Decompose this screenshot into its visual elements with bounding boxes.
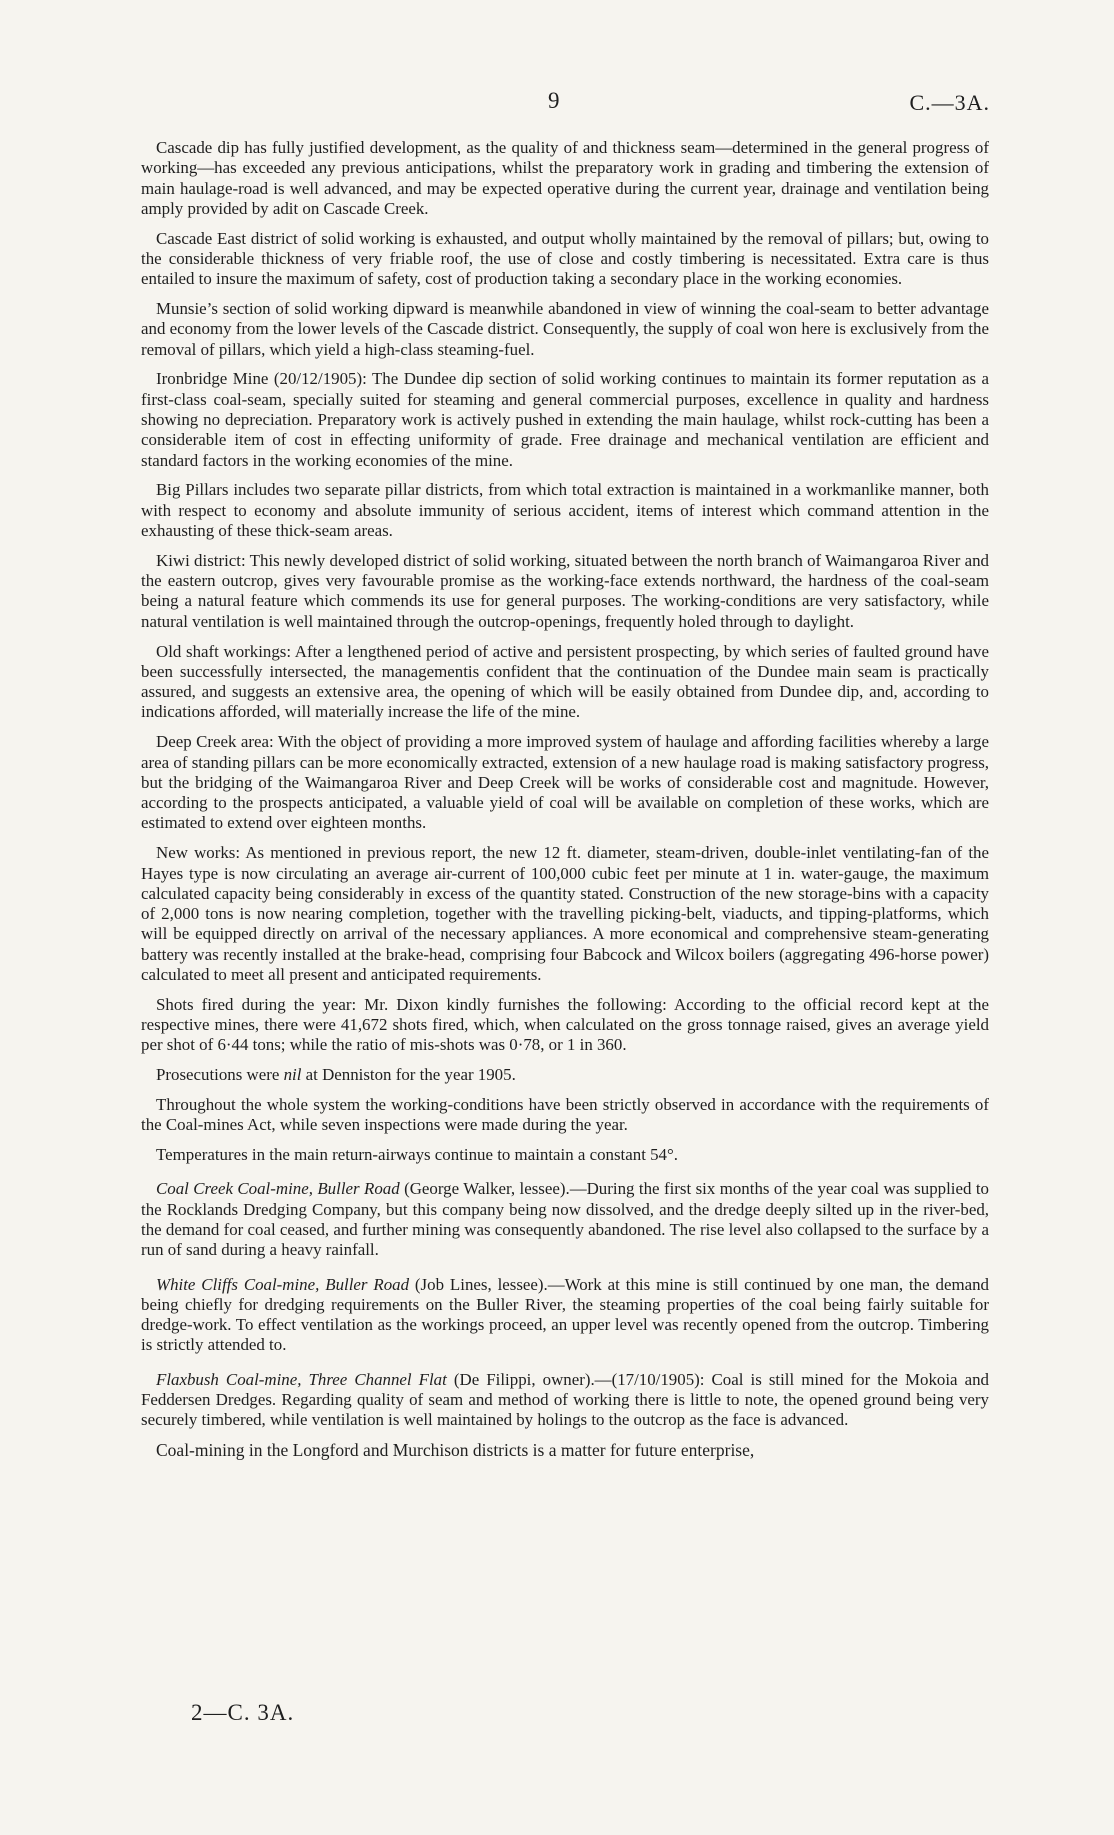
white-cliffs-heading: White Cliffs Coal-mine, Buller Road <box>156 1274 410 1294</box>
paragraph-new-works: New works: As mentioned in previous report, the new 12 ft. diameter, steam-driven, double-inlet ventilating-fan of the Hayes type is now circulating an average air-current of 100,000 cubic feet per minute at 1 in. water-gauge, the maximum calculated capacity being considerably in excess of the quantity stated. Construction of the new storage-bins with a capacity of 2,000 tons is now nearing completion, together with the travelling picking-belt, viaducts, and tipping-platforms, which will be equipped directly on arrival of the necessary appliances. A more economical and comprehensive steam-generating battery was recently installed at the brake-head, comprising four Babcock and Wilcox boilers (aggregating 496-horse power) calculated to meet all present and anticipated requirements. <box>141 843 989 984</box>
paragraph-deep-creek: Deep Creek area: With the object of providing a more improved system of haulage and affording facilities whereby a large area of standing pillars can be more economically extracted, extension of a new haulage road is making satisfactory progress, but the bridging of the Waimangaroa River and Deep Creek will be works of considerable cost and magnitude. However, according to the prospects anticipated, a valuable yield of coal will be available on completion of these works, which are estimated to extend over eighteen months. <box>141 732 989 833</box>
flaxbush-heading: Flaxbush Coal-mine, Three Channel Flat <box>156 1369 447 1389</box>
flaxbush-text: (De Filippi, owner).—(17/10/1905): Coal is still mined for the Mokoia and Feddersen Dredges. Regarding quality of seam and method of working there is little to note, the opened ground being very securely timbered, while ventilation is well maintained by holings to the outcrop as the face is advanced. <box>141 1369 989 1430</box>
paragraph-temperatures: Temperatures in the main return-airways continue to maintain a constant 54°. <box>156 1145 678 1165</box>
coal-creek-text: (George Walker, lessee).—During the first six months of the year coal was supplied to the Rocklands Dredging Company, but this company being now dissolved, and the dredge deeply silted up in the river-bed, the demand for coal ceased, and further mining was consequently abandoned. The rise level also collapsed to the surface by a run of sand during a heavy rainfall. <box>141 1179 989 1260</box>
page-signature: 2—C. 3A. <box>191 1700 295 1725</box>
prosecutions-pre: Prosecutions were <box>156 1065 284 1085</box>
paragraph-ironbridge-mine: Ironbridge Mine (20/12/1905): The Dundee dip section of solid working continues to maintain its former reputation as a first-class coal-seam, specially suited for steaming and general commercial purposes, excellence in quality and hardness showing no depreciation. Preparatory work is actively pushed in extending the main haulage, whilst rock-cutting has been a considerable item of cost in effecting uniformity of grade. Free drainage and mechanical ventilation are efficient and standard factors in the working economies of the mine. <box>141 369 989 470</box>
paragraph-cascade-east: Cascade East district of solid working is exhausted, and output wholly maintained by the removal of pillars; but, owing to the considerable thickness of very friable roof, the use of close and costly timbering is necessitated. Extra care is thus entailed to insure the maximum of safety, cost of production taking a secondary place in the working economies. <box>141 228 989 289</box>
page-header <box>0 88 1114 118</box>
closing-line: Coal-mining in the Longford and Murchison districts is a matter for future enterprise, <box>156 1440 755 1461</box>
paragraph-cascade-dip: Cascade dip has fully justified development, as the quality of and thickness seam—determined in the general progress of working—has exceeded any previous anticipations, whilst the preparatory work in grading and timbering the extension of main haulage-road is well advanced, and may be expected operative during the current year, drainage and ventilation being amply provided by adit on Cascade Creek. <box>141 138 989 218</box>
paragraph-white-cliffs <box>141 1275 989 1356</box>
page-number: 9 <box>548 88 560 113</box>
paragraph-flaxbush <box>141 1370 989 1431</box>
document-reference: C.—3A. <box>909 90 990 115</box>
report-body <box>141 138 989 1470</box>
paragraph-coal-creek <box>141 1179 989 1260</box>
white-cliffs-text: (Job Lines, lessee).—Work at this mine is still continued by one man, the demand being chiefly for dredging requirements on the Buller River, the steaming properties of the coal being fairly suitable for dredge-work. To effect ventilation as the workings proceed, an upper level was recently opened from the outcrop. Timbering is strictly attended to. <box>141 1274 989 1355</box>
paragraph-working-conditions: Throughout the whole system the working-conditions have been strictly observed in accordance with the requirements of the Coal-mines Act, while seven inspections were made during the year. <box>141 1094 989 1135</box>
prosecutions-post: at Denniston for the year 1905. <box>301 1065 516 1085</box>
paragraph-kiwi-district: Kiwi district: This newly developed district of solid working, situated between the north branch of Waimangaroa River and the eastern outcrop, gives very favourable promise as the working-face extends northward, the hardness of the coal-seam being a natural feature which commends its use for general purposes. The working-conditions are very satisfactory, while natural ventilation is well maintained through the outcrop-openings, frequently holed through to daylight. <box>141 550 989 631</box>
paragraph-shots-fired: Shots fired during the year: Mr. Dixon kindly furnishes the following: According to the official record kept at the respective mines, there were 41,672 shots fired, which, when calculated on the gross tonnage raised, gives an average yield per shot of 6·44 tons; while the ratio of mis-shots was 0·78, or 1 in 360. <box>141 994 989 1055</box>
paragraph-old-shaft: Old shaft workings: After a lengthened period of active and persistent prospecting, by which series of faulted ground have been successfully intersected, the managementis confident that the continuation of the Dundee main seam is practically assured, and suggests an extensive area, the opening of which will be easily obtained from Dundee dip, and, according to indications afforded, will materially increase the life of the mine. <box>141 641 989 722</box>
coal-creek-heading: Coal Creek Coal-mine, Buller Road <box>156 1179 400 1199</box>
prosecutions-nil: nil <box>283 1065 302 1085</box>
paragraph-prosecutions <box>141 1065 989 1085</box>
paragraph-munsies-section: Munsie’s section of solid working dipward is meanwhile abandoned in view of winning the coal-seam to better advantage and economy from the lower levels of the Cascade district. Consequently, the supply of coal won here is exclusively from the removal of pillars, which yield a high-class steaming-fuel. <box>141 299 989 359</box>
paragraph-big-pillars: Big Pillars includes two separate pillar districts, from which total extraction is maintained in a workmanlike manner, both with respect to economy and absolute immunity of serious accident, items of interest which command attention in the exhausting of these thick-seam areas. <box>141 480 989 541</box>
